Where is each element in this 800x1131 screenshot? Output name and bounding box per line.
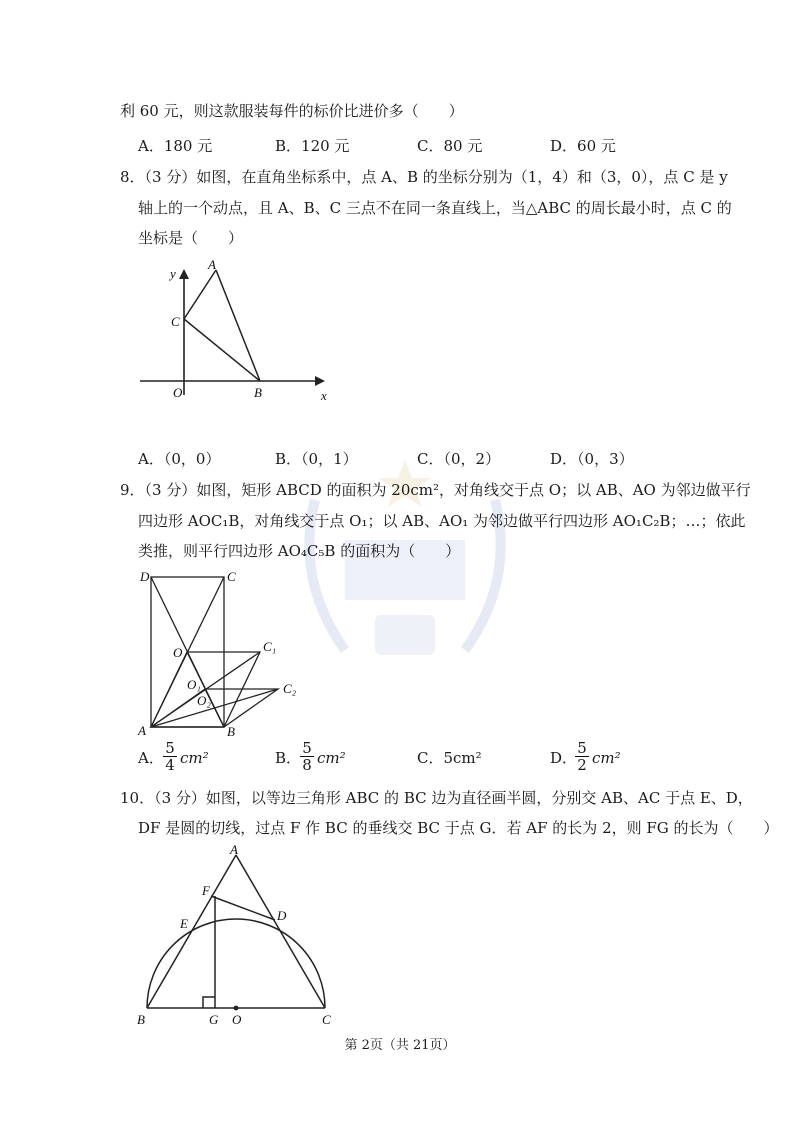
q9-figure (135, 565, 315, 740)
numerator: 5 (302, 739, 312, 757)
q8-stem-line1: 8．（3 分）如图，在直角坐标系中，点 A、B 的坐标分别为（1，4）和（3，0），点 C 是 y (120, 168, 728, 186)
tangent-df (211, 896, 275, 920)
q7-option-a[interactable]: A．180 元 (138, 137, 213, 155)
label-g: G (209, 1012, 219, 1027)
denominator: 2 (577, 756, 587, 774)
q7-option-d[interactable]: D．60 元 (550, 137, 616, 155)
page-footer: 第 2页（共 21页） (344, 1038, 456, 1053)
label-b: B (227, 724, 235, 739)
q9-stem-line1: 9．（3 分）如图，矩形 ABCD 的面积为 20cm²，对角线交于点 O；以 AB、AO 为邻边做平行 (120, 481, 751, 499)
q8-option-d[interactable]: D．（0，3） (550, 450, 634, 468)
q8-figure (135, 255, 335, 405)
q7-option-b[interactable]: B．120 元 (275, 137, 350, 155)
label-a: A (230, 842, 238, 857)
segment-ca (184, 270, 216, 319)
q8-stem-line2: 轴上的一个动点，且 A、B、C 三点不在同一条直线上，当△ABC 的周长最小时，点 C 的 (138, 199, 732, 217)
q9-option-d-fraction (575, 740, 589, 773)
q8-stem-line3: 坐标是（ ） (138, 229, 244, 247)
q9-option-c[interactable]: C．5cm² (417, 749, 482, 767)
label-d: D (140, 569, 150, 584)
q9-option-d-label: D． (550, 749, 578, 767)
label-c: C (322, 1012, 331, 1027)
q9-option-a-unit: cm² (180, 749, 209, 767)
right-angle-mark (203, 997, 215, 1008)
label-o: O (232, 1012, 242, 1027)
q8-option-b[interactable]: B．（0，1） (275, 450, 358, 468)
label-b: B (254, 385, 262, 400)
label-o: O (173, 385, 183, 400)
label-b: B (137, 1012, 145, 1027)
label-o2: O₂ (197, 693, 211, 708)
q9-option-a-label: A． (138, 749, 164, 767)
label-d: D (277, 908, 287, 923)
q9-stem-line2: 四边形 AOC₁B，对角线交于点 O₁；以 AB、AO₁ 为邻边做平行四边形 AO₁C₂B；…；依此 (138, 512, 746, 530)
q9-stem-line3: 类推，则平行四边形 AO₄C₅B 的面积为（ ） (138, 542, 461, 560)
label-o1: O₁ (187, 677, 201, 692)
label-a: A (138, 723, 146, 738)
q10-stem-line1: 10．（3 分）如图，以等边三角形 ABC 的 BC 边为直径画半圆，分别交 AB、AC 于点 E、D， (120, 789, 753, 807)
label-o: O (173, 645, 183, 660)
label-c1: C₁ (263, 639, 277, 654)
x-axis-arrow (315, 376, 325, 386)
label-c2: C₂ (283, 681, 297, 696)
center-o-dot (234, 1006, 239, 1011)
denominator: 8 (302, 756, 312, 774)
label-f: F (202, 883, 210, 898)
q9-option-b-unit: cm² (317, 749, 346, 767)
q10-stem-line2: DF 是圆的切线，过点 F 作 BC 的垂线交 BC 于点 G．若 AF 的长为 2，则 FG 的长为（ ） (138, 819, 779, 837)
q9-option-b-label: B． (275, 749, 302, 767)
label-c: C (227, 569, 236, 584)
q8-option-a[interactable]: A．（0，0） (138, 450, 221, 468)
numerator: 5 (165, 739, 175, 757)
label-c: C (171, 314, 180, 329)
numerator: 5 (577, 739, 587, 757)
q9-option-b-fraction (300, 740, 314, 773)
q7-stem-tail: 利 60 元，则这款服装每件的标价比进价多（ ） (120, 102, 464, 120)
denominator: 4 (165, 756, 175, 774)
q7-option-c[interactable]: C．80 元 (417, 137, 483, 155)
label-x: x (321, 388, 327, 403)
segment-cb (184, 319, 260, 381)
q8-option-c[interactable]: C．（0，2） (417, 450, 501, 468)
segment-ab (216, 270, 260, 381)
q9-option-d-unit: cm² (592, 749, 621, 767)
label-e: E (180, 916, 188, 931)
y-axis-arrow (179, 269, 189, 279)
q9-option-a-fraction (163, 740, 177, 773)
label-a: A (208, 257, 216, 272)
label-y: y (170, 266, 176, 281)
q10-figure (132, 840, 352, 1030)
